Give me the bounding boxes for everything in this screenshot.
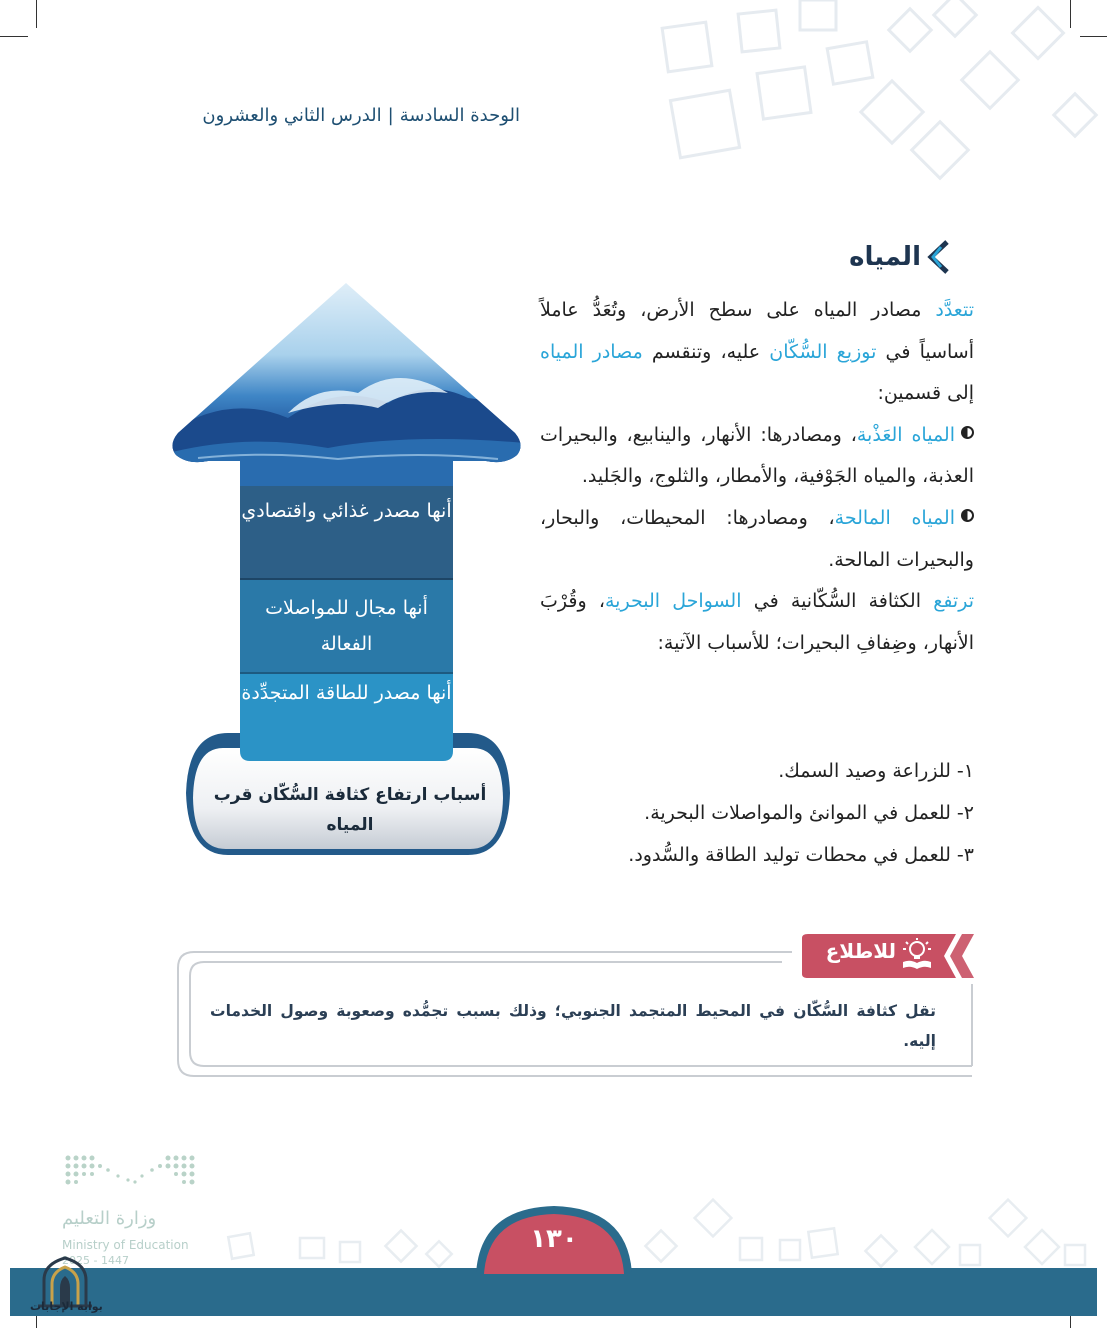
density-paragraph — [540, 581, 974, 664]
bullet-icon — [961, 509, 974, 522]
text-run: ، ومصادرها: المحيطات، والبحار، والبحيرات المالحة. — [540, 506, 974, 571]
list-item: ١- للزراعة وصيد السمك. — [778, 760, 974, 782]
arrow-box-transport: أنها مجال للمواصلات الفعالة — [265, 597, 428, 655]
bullet-fresh-water — [540, 415, 974, 498]
ministry-name-english: Ministry of Education — [62, 1238, 189, 1252]
info-label: للاطلاع — [825, 939, 896, 963]
highlight-term: مصادر المياه — [540, 340, 643, 363]
unit-title: الوحدة السادسة — [399, 105, 520, 126]
highlight-term: المياه المالحة — [834, 506, 956, 529]
info-text: تقل كثافة السُّكّان في المحيط المتجمد الجنوبي؛ وذلك بسبب تجمُّده وصعوبة وصول الخدمات إليه. — [210, 1002, 936, 1050]
crop-mark — [36, 0, 37, 28]
text-run: ، ومصادرها: الأنهار، والينابيع، والبحيرات العذبة، والمياه الجَوْفية، والأمطار، والثلوج، والجَليد. — [540, 423, 974, 488]
watermark-text: بوابة الإجابات — [30, 1300, 103, 1313]
intro-paragraph — [540, 290, 974, 415]
chevron-left-icon — [927, 240, 949, 274]
highlight-term: ترتفع — [933, 590, 974, 613]
arrow-box-energy: أنها مصدر للطاقة المتجدِّدة — [241, 682, 452, 704]
highlight-term: المياه العَذْبة — [856, 423, 955, 446]
highlight-term: تتعدَّد — [935, 299, 974, 321]
text-run: إلى قسمين: — [877, 382, 974, 405]
ministry-name-arabic: وزارة التعليم — [62, 1208, 157, 1229]
lightbulb-book-icon — [900, 938, 934, 970]
header-separator: | — [387, 105, 394, 126]
edition-year: 2025 - 1447 — [62, 1254, 129, 1267]
text-run: ، وقُرْبَ الأنهار، وضِفافِ البحيرات؛ للأسباب الآتية: — [540, 590, 974, 654]
text-run: الكثافة السُّكّانية في — [741, 590, 934, 613]
body-text — [540, 290, 974, 664]
decorative-pattern-top — [640, 0, 1107, 200]
page-header — [160, 105, 520, 126]
text-run: عليه، وتنقسم — [642, 340, 770, 363]
list-item: ٣- للعمل في محطات توليد الطاقة والسُّدود. — [628, 844, 974, 866]
lesson-title: الدرس الثاني والعشرون — [202, 105, 382, 126]
arrow-box-food-economy: أنها مصدر غذائي واقتصادي — [241, 500, 452, 522]
highlight-term: توزيع السُّكّان — [769, 340, 877, 363]
arrow-infographic — [168, 283, 525, 863]
text-run: مصادر المياه على سطح الأرض، وتُعَدُّ عاملاً أساسياً في — [540, 299, 974, 363]
bullet-salt-water — [540, 498, 974, 581]
crop-mark — [0, 36, 28, 37]
highlight-term: السواحل البحرية — [605, 590, 742, 613]
footer-bar — [10, 1268, 1097, 1316]
page-number: ١٣٠ — [530, 1224, 578, 1254]
list-item: ٢- للعمل في الموانئ والمواصلات البحرية. — [644, 802, 974, 824]
section-heading — [849, 240, 949, 274]
arrow-caption: أسباب ارتفاع كثافة السُّكّان قرب المياه — [213, 785, 487, 835]
reasons-list — [628, 750, 974, 876]
bullet-icon — [961, 426, 974, 439]
ministry-logo-icon — [58, 1150, 208, 1200]
section-title: المياه — [849, 242, 921, 272]
